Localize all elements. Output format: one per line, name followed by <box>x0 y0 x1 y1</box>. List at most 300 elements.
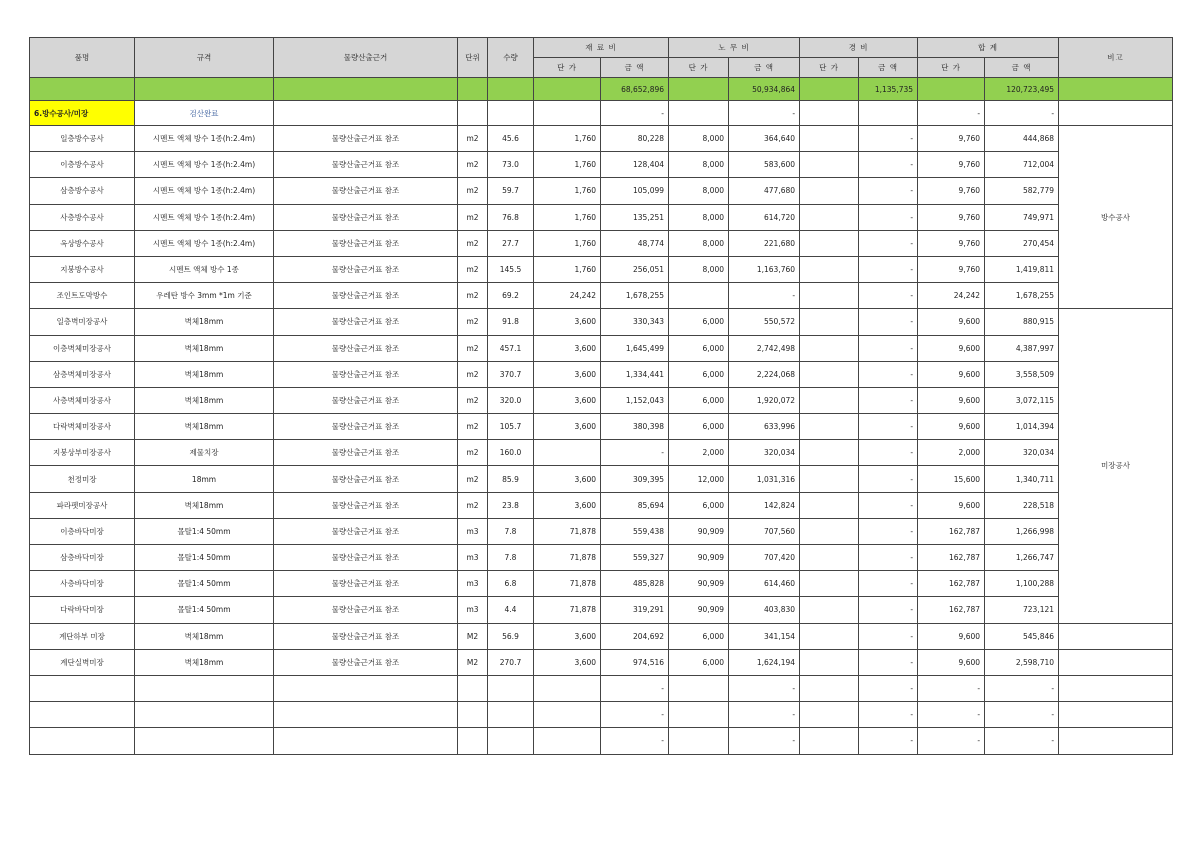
header-material-unit-price: 단 가 <box>534 58 601 78</box>
item-name: 이층방수공사 <box>30 152 135 178</box>
blank-cell <box>274 702 458 728</box>
total-unit-price: 162,787 <box>918 597 985 623</box>
blank-cell <box>1059 702 1173 728</box>
expense-amount: - <box>859 335 918 361</box>
material-amount: 559,438 <box>601 518 669 544</box>
material-unit-price: 1,760 <box>534 152 601 178</box>
expense-unit-price <box>800 518 859 544</box>
item-unit: m3 <box>458 571 488 597</box>
item-name: 삼층바닥미장 <box>30 545 135 571</box>
blank-t_up: - <box>918 728 985 754</box>
item-unit: m2 <box>458 466 488 492</box>
material-amount: 1,678,255 <box>601 283 669 309</box>
labor-amount: 477,680 <box>729 178 800 204</box>
item-spec: 벽체18mm <box>135 649 274 675</box>
expense-amount: - <box>859 571 918 597</box>
material-unit-price: 71,878 <box>534 518 601 544</box>
item-name: 조인트도막방수 <box>30 283 135 309</box>
blank-cell <box>488 675 534 701</box>
expense-amount: - <box>859 518 918 544</box>
item-unit: m3 <box>458 518 488 544</box>
labor-unit-price: 8,000 <box>669 204 729 230</box>
item-spec: 시멘트 액체 방수 1종(h:2.4m) <box>135 230 274 256</box>
blank-e_amt: - <box>859 728 918 754</box>
expense-unit-price <box>800 440 859 466</box>
material-unit-price: 1,760 <box>534 178 601 204</box>
item-basis: 물량산출근거표 참조 <box>274 518 458 544</box>
labor-amount: 1,163,760 <box>729 256 800 282</box>
labor-amount: 707,420 <box>729 545 800 571</box>
item-qty: 457.1 <box>488 335 534 361</box>
item-unit: m2 <box>458 440 488 466</box>
labor-amount: 1,031,316 <box>729 466 800 492</box>
total-amount: 444,868 <box>985 126 1059 152</box>
item-spec: 시멘트 액체 방수 1종(h:2.4m) <box>135 126 274 152</box>
blank-cell <box>534 728 601 754</box>
item-qty: 7.8 <box>488 545 534 571</box>
header-material: 재 료 비 <box>534 38 669 58</box>
total-amount: 3,072,115 <box>985 387 1059 413</box>
blank-t_up: - <box>918 702 985 728</box>
expense-amount: - <box>859 492 918 518</box>
total-unit-price: 9,600 <box>918 335 985 361</box>
item-spec: 벽체18mm <box>135 414 274 440</box>
expense-unit-price <box>800 414 859 440</box>
table-row <box>30 518 1173 544</box>
header-item: 품명 <box>30 38 135 78</box>
header-unit: 단위 <box>458 38 488 78</box>
item-basis: 물량산출근거표 참조 <box>274 309 458 335</box>
material-unit-price: 3,600 <box>534 649 601 675</box>
item-qty: 56.9 <box>488 623 534 649</box>
total-amount: 270,454 <box>985 230 1059 256</box>
header-labor-unit-price: 단 가 <box>669 58 729 78</box>
material-amount: 1,152,043 <box>601 387 669 413</box>
table-row <box>30 492 1173 518</box>
labor-amount: 341,154 <box>729 623 800 649</box>
header-expense: 경 비 <box>800 38 918 58</box>
item-spec: 몰탈1:4 50mm <box>135 518 274 544</box>
material-unit-price: 71,878 <box>534 545 601 571</box>
material-unit-price: 3,600 <box>534 414 601 440</box>
item-spec: 시멘트 액체 방수 1종 <box>135 256 274 282</box>
item-qty: 105.7 <box>488 414 534 440</box>
table-row <box>30 387 1173 413</box>
labor-amount: 614,460 <box>729 571 800 597</box>
item-unit: m2 <box>458 335 488 361</box>
item-qty: 69.2 <box>488 283 534 309</box>
total-unit-price: 24,242 <box>918 283 985 309</box>
item-spec: 벽체18mm <box>135 492 274 518</box>
total-amount: 1,678,255 <box>985 283 1059 309</box>
blank-cell <box>30 675 135 701</box>
item-qty: 45.6 <box>488 126 534 152</box>
expense-amount: - <box>859 414 918 440</box>
header-qty: 수량 <box>488 38 534 78</box>
item-spec: 몰탈1:4 50mm <box>135 545 274 571</box>
total-amount: 3,558,509 <box>985 361 1059 387</box>
expense-unit-price <box>800 178 859 204</box>
item-spec: 시멘트 액체 방수 1종(h:2.4m) <box>135 204 274 230</box>
total-amount: 1,266,747 <box>985 545 1059 571</box>
summary-cell <box>800 78 859 101</box>
item-qty: 160.0 <box>488 440 534 466</box>
labor-unit-price: 12,000 <box>669 466 729 492</box>
blank-row <box>30 728 1173 754</box>
item-qty: 320.0 <box>488 387 534 413</box>
blank-cell <box>534 702 601 728</box>
total-unit-price: 9,600 <box>918 649 985 675</box>
material-amount: 204,692 <box>601 623 669 649</box>
expense-unit-price <box>800 204 859 230</box>
blank-m_amt: - <box>601 702 669 728</box>
blank-cell <box>669 675 729 701</box>
blank-cell <box>30 728 135 754</box>
item-unit: M2 <box>458 623 488 649</box>
total-amount: 2,598,710 <box>985 649 1059 675</box>
material-amount: 485,828 <box>601 571 669 597</box>
item-qty: 6.8 <box>488 571 534 597</box>
labor-unit-price: 90,909 <box>669 597 729 623</box>
section-total-unit-price: - <box>918 101 985 126</box>
material-amount: 128,404 <box>601 152 669 178</box>
labor-amount: 403,830 <box>729 597 800 623</box>
blank-m_amt: - <box>601 728 669 754</box>
blank-l_amt: - <box>729 728 800 754</box>
blank-cell <box>669 728 729 754</box>
header-labor-amount: 금 액 <box>729 58 800 78</box>
item-basis: 물량산출근거표 참조 <box>274 204 458 230</box>
labor-unit-price: 8,000 <box>669 178 729 204</box>
item-basis: 물량산출근거표 참조 <box>274 387 458 413</box>
total-amount: 749,971 <box>985 204 1059 230</box>
blank-cell <box>458 702 488 728</box>
blank-t_amt: - <box>985 702 1059 728</box>
summary-cell <box>918 78 985 101</box>
table-row <box>30 230 1173 256</box>
item-unit: m2 <box>458 414 488 440</box>
labor-unit-price: 6,000 <box>669 649 729 675</box>
blank-l_amt: - <box>729 675 800 701</box>
table-row <box>30 309 1173 335</box>
table-row <box>30 466 1173 492</box>
labor-amount: 583,600 <box>729 152 800 178</box>
item-basis: 물량산출근거표 참조 <box>274 152 458 178</box>
summary-cell <box>488 78 534 101</box>
total-unit-price: 9,600 <box>918 361 985 387</box>
total-unit-price: 9,760 <box>918 230 985 256</box>
item-name: 지붕상부미장공사 <box>30 440 135 466</box>
table-row <box>30 283 1173 309</box>
expense-unit-price <box>800 230 859 256</box>
material-amount: 559,327 <box>601 545 669 571</box>
header-material-amount: 금 액 <box>601 58 669 78</box>
total-amount: 1,100,288 <box>985 571 1059 597</box>
blank-cell <box>135 675 274 701</box>
total-amount: 582,779 <box>985 178 1059 204</box>
labor-amount: 2,224,068 <box>729 361 800 387</box>
material-amount: 80,228 <box>601 126 669 152</box>
labor-amount: 364,640 <box>729 126 800 152</box>
labor-unit-price: 6,000 <box>669 414 729 440</box>
item-name: 삼층벽체미장공사 <box>30 361 135 387</box>
header-total: 합 계 <box>918 38 1059 58</box>
item-name: 다락벽체미장공사 <box>30 414 135 440</box>
blank-cell <box>458 728 488 754</box>
blank-e_amt: - <box>859 675 918 701</box>
labor-unit-price: 6,000 <box>669 309 729 335</box>
expense-amount: - <box>859 545 918 571</box>
material-amount: 1,334,441 <box>601 361 669 387</box>
material-amount: - <box>601 440 669 466</box>
blank-t_amt: - <box>985 728 1059 754</box>
material-unit-price: 24,242 <box>534 283 601 309</box>
item-basis: 물량산출근거표 참조 <box>274 440 458 466</box>
total-amount: 723,121 <box>985 597 1059 623</box>
item-spec: 몰탈1:4 50mm <box>135 597 274 623</box>
total-unit-price: 9,760 <box>918 204 985 230</box>
material-unit-price: 3,600 <box>534 309 601 335</box>
labor-amount: 1,624,194 <box>729 649 800 675</box>
labor-amount: 707,560 <box>729 518 800 544</box>
table-row <box>30 152 1173 178</box>
item-name: 계단실벽미장 <box>30 649 135 675</box>
header-expense-amount: 금 액 <box>859 58 918 78</box>
header-expense-unit-price: 단 가 <box>800 58 859 78</box>
item-qty: 59.7 <box>488 178 534 204</box>
total-amount: 1,419,811 <box>985 256 1059 282</box>
item-name: 사층벽체미장공사 <box>30 387 135 413</box>
material-amount: 1,645,499 <box>601 335 669 361</box>
blank-cell <box>135 728 274 754</box>
blank-row <box>30 702 1173 728</box>
summary-row <box>30 78 1173 101</box>
expense-unit-price <box>800 283 859 309</box>
labor-unit-price: 6,000 <box>669 623 729 649</box>
expense-unit-price <box>800 256 859 282</box>
total-unit-price: 162,787 <box>918 545 985 571</box>
summary-cell <box>274 78 458 101</box>
material-unit-price: 1,760 <box>534 204 601 230</box>
item-unit: m2 <box>458 152 488 178</box>
expense-amount: - <box>859 466 918 492</box>
blank-cell <box>30 702 135 728</box>
item-qty: 23.8 <box>488 492 534 518</box>
labor-amount: 221,680 <box>729 230 800 256</box>
blank-row <box>30 675 1173 701</box>
material-unit-price: 71,878 <box>534 597 601 623</box>
material-amount: 380,398 <box>601 414 669 440</box>
total-unit-price: 2,000 <box>918 440 985 466</box>
expense-unit-price <box>800 623 859 649</box>
item-unit: m2 <box>458 230 488 256</box>
expense-unit-price <box>800 649 859 675</box>
item-basis: 물량산출근거표 참조 <box>274 466 458 492</box>
item-qty: 7.8 <box>488 518 534 544</box>
expense-unit-price <box>800 335 859 361</box>
blank-cell <box>534 675 601 701</box>
total-unit-price: 9,760 <box>918 256 985 282</box>
item-name: 천정미장 <box>30 466 135 492</box>
item-basis: 물량산출근거표 참조 <box>274 571 458 597</box>
blank-cell <box>458 675 488 701</box>
expense-amount: - <box>859 361 918 387</box>
material-unit-price: 1,760 <box>534 126 601 152</box>
expense-unit-price <box>800 387 859 413</box>
material-amount: 256,051 <box>601 256 669 282</box>
section-total-amount: - <box>985 101 1059 126</box>
header-total-unit-price: 단 가 <box>918 58 985 78</box>
blank-cell <box>274 675 458 701</box>
item-spec: 몰탈1:4 50mm <box>135 571 274 597</box>
material-amount: 48,774 <box>601 230 669 256</box>
blank-cell <box>800 675 859 701</box>
table-row <box>30 623 1173 649</box>
labor-amount: 550,572 <box>729 309 800 335</box>
material-amount: 105,099 <box>601 178 669 204</box>
expense-amount: - <box>859 387 918 413</box>
item-spec: 시멘트 액체 방수 1종(h:2.4m) <box>135 152 274 178</box>
total-amount: 1,014,394 <box>985 414 1059 440</box>
blank-cell <box>800 702 859 728</box>
expense-amount: - <box>859 256 918 282</box>
item-spec: 벽체18mm <box>135 387 274 413</box>
summary-cell <box>458 78 488 101</box>
expense-unit-price <box>800 361 859 387</box>
material-unit-price: 3,600 <box>534 335 601 361</box>
item-qty: 370.7 <box>488 361 534 387</box>
material-amount: 135,251 <box>601 204 669 230</box>
expense-amount: - <box>859 309 918 335</box>
header-labor: 노 무 비 <box>669 38 800 58</box>
item-name: 옥상방수공사 <box>30 230 135 256</box>
item-basis: 물량산출근거표 참조 <box>274 361 458 387</box>
labor-unit-price: 8,000 <box>669 256 729 282</box>
labor-amount: 614,720 <box>729 204 800 230</box>
item-basis: 물량산출근거표 참조 <box>274 597 458 623</box>
table-row <box>30 178 1173 204</box>
item-name: 삼층방수공사 <box>30 178 135 204</box>
item-spec: 벽체18mm <box>135 361 274 387</box>
expense-unit-price <box>800 126 859 152</box>
material-unit-price: 3,600 <box>534 387 601 413</box>
item-name: 다락바닥미장 <box>30 597 135 623</box>
summary-cell <box>1059 78 1173 101</box>
labor-amount: 1,920,072 <box>729 387 800 413</box>
material-unit-price: 3,600 <box>534 361 601 387</box>
labor-unit-price: 90,909 <box>669 545 729 571</box>
header-row-1 <box>30 38 1173 58</box>
material-amount: 319,291 <box>601 597 669 623</box>
item-basis: 물량산출근거표 참조 <box>274 623 458 649</box>
total-unit-price: 9,600 <box>918 623 985 649</box>
item-name: 사층방수공사 <box>30 204 135 230</box>
expense-amount: - <box>859 597 918 623</box>
item-basis: 물량산출근거표 참조 <box>274 335 458 361</box>
item-basis: 물량산출근거표 참조 <box>274 283 458 309</box>
total-unit-price: 9,600 <box>918 492 985 518</box>
summary-total-amount: 120,723,495 <box>985 78 1059 101</box>
header-note: 비고 <box>1059 38 1173 78</box>
expense-unit-price <box>800 309 859 335</box>
material-unit-price: 1,760 <box>534 256 601 282</box>
material-amount: 309,395 <box>601 466 669 492</box>
labor-amount: 633,996 <box>729 414 800 440</box>
total-amount: 712,004 <box>985 152 1059 178</box>
table-row <box>30 361 1173 387</box>
expense-amount: - <box>859 283 918 309</box>
section-row <box>30 101 1173 126</box>
item-basis: 물량산출근거표 참조 <box>274 126 458 152</box>
item-qty: 76.8 <box>488 204 534 230</box>
labor-amount: 2,742,498 <box>729 335 800 361</box>
blank-cell <box>488 728 534 754</box>
table-row <box>30 204 1173 230</box>
expense-unit-price <box>800 152 859 178</box>
expense-amount: - <box>859 623 918 649</box>
item-unit: m2 <box>458 204 488 230</box>
blank-cell <box>669 702 729 728</box>
total-unit-price: 9,600 <box>918 309 985 335</box>
expense-unit-price <box>800 597 859 623</box>
expense-amount: - <box>859 152 918 178</box>
item-unit: M2 <box>458 649 488 675</box>
labor-unit-price: 8,000 <box>669 126 729 152</box>
item-qty: 270.7 <box>488 649 534 675</box>
blank-m_amt: - <box>601 675 669 701</box>
section-labor-amount: - <box>729 101 800 126</box>
item-spec: 시멘트 액체 방수 1종(h:2.4m) <box>135 178 274 204</box>
item-spec: 벽체18mm <box>135 335 274 361</box>
total-unit-price: 162,787 <box>918 571 985 597</box>
summary-material-amount: 68,652,896 <box>601 78 669 101</box>
summary-expense-amount: 1,135,735 <box>859 78 918 101</box>
material-amount: 330,343 <box>601 309 669 335</box>
note-cell <box>1059 623 1173 649</box>
item-spec: 벽체18mm <box>135 623 274 649</box>
item-name: 파라펫미장공사 <box>30 492 135 518</box>
material-unit-price: 1,760 <box>534 230 601 256</box>
labor-unit-price: 6,000 <box>669 387 729 413</box>
item-unit: m2 <box>458 126 488 152</box>
total-unit-price: 9,600 <box>918 414 985 440</box>
blank-t_amt: - <box>985 675 1059 701</box>
blank-cell <box>1059 728 1173 754</box>
item-name: 사층바닥미장 <box>30 571 135 597</box>
expense-amount: - <box>859 230 918 256</box>
header-total-amount: 금 액 <box>985 58 1059 78</box>
summary-cell <box>534 78 601 101</box>
item-name: 이층벽체미장공사 <box>30 335 135 361</box>
table-row <box>30 335 1173 361</box>
table-row <box>30 414 1173 440</box>
item-unit: m3 <box>458 597 488 623</box>
item-name: 이층바닥미장 <box>30 518 135 544</box>
total-unit-price: 162,787 <box>918 518 985 544</box>
item-unit: m3 <box>458 545 488 571</box>
section-material-amount: - <box>601 101 669 126</box>
summary-cell <box>669 78 729 101</box>
summary-cell <box>135 78 274 101</box>
item-unit: m2 <box>458 283 488 309</box>
item-basis: 물량산출근거표 참조 <box>274 256 458 282</box>
table-row <box>30 126 1173 152</box>
total-amount: 4,387,997 <box>985 335 1059 361</box>
expense-unit-price <box>800 545 859 571</box>
table-row <box>30 597 1173 623</box>
summary-labor-amount: 50,934,864 <box>729 78 800 101</box>
blank-e_amt: - <box>859 702 918 728</box>
